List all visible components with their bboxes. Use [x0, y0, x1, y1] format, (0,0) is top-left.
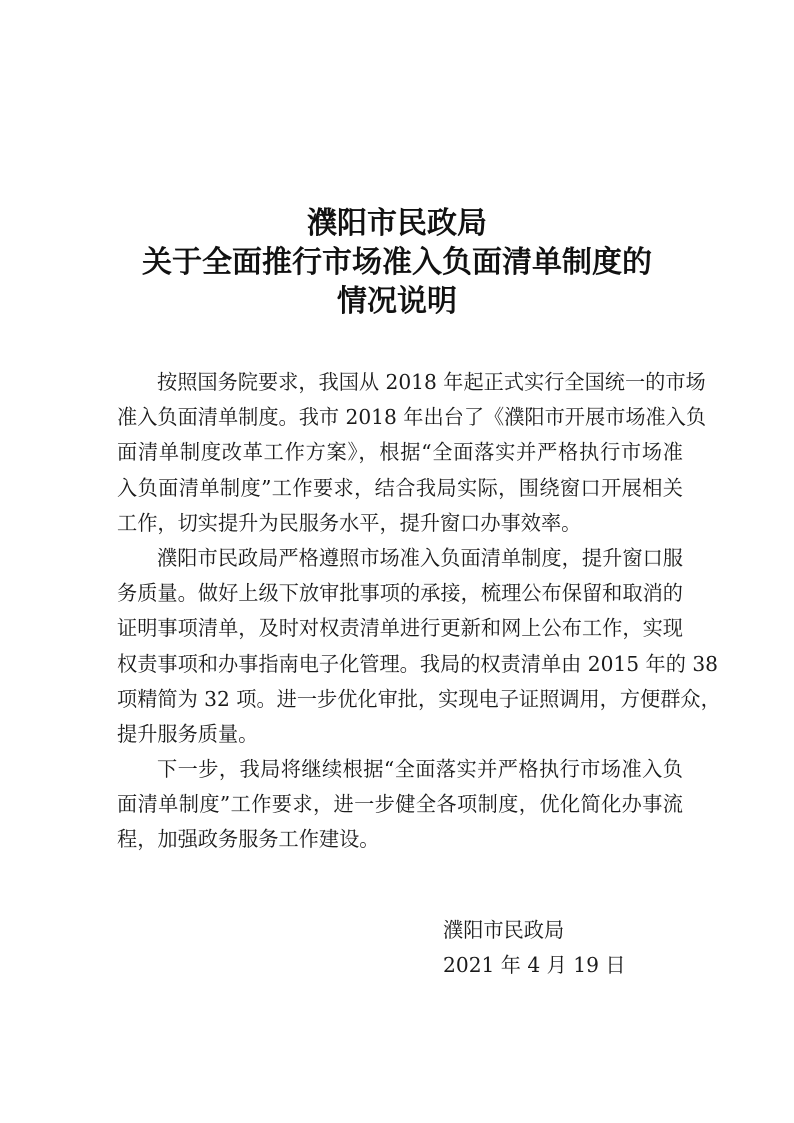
- paragraph-line: 务质量。做好上级下放审批事项的承接，梳理公布保留和取消的: [117, 581, 683, 606]
- paragraph-next-steps: [117, 752, 683, 858]
- document-title: [0, 204, 794, 321]
- paragraph-line: 项精简为 32 项。进一步优化审批，实现电子证照调用，方便群众，: [117, 686, 721, 711]
- document-body: [117, 365, 721, 858]
- paragraph-line: 下一步，我局将继续根据“全面落实并严格执行市场准入负: [157, 757, 683, 782]
- paragraph-line: 准入负面清单制度。我市 2018 年出台了《濮阳市开展市场准入负: [117, 405, 707, 430]
- paragraph-line: 证明事项清单，及时对权责清单进行更新和网上公布工作，实现: [117, 616, 683, 641]
- paragraph-current-work: [117, 541, 721, 752]
- paragraph-line: 濮阳市民政局严格遵照市场准入负面清单制度，提升窗口服: [157, 545, 683, 570]
- paragraph-background: [117, 365, 707, 541]
- signature-date: 2021 年 4 月 19 日: [443, 953, 626, 978]
- paragraph-line: 程，加强政务服务工作建设。: [117, 827, 380, 852]
- title-line-subject: 关于全面推行市场准入负面清单制度的: [142, 245, 652, 280]
- paragraph-line: 入负面清单制度”工作要求，结合我局实际，围绕窗口开展相关: [117, 475, 683, 500]
- paragraph-line: 面清单制度”工作要求，进一步健全各项制度，优化简化办事流: [117, 792, 683, 817]
- title-line-type: 情况说明: [337, 284, 457, 319]
- paragraph-line: 工作，切实提升为民服务水平，提升窗口办事效率。: [117, 510, 582, 535]
- paragraph-line: 权责事项和办事指南电子化管理。我局的权责清单由 2015 年的 38: [117, 651, 719, 676]
- paragraph-line: 提升服务质量。: [117, 721, 259, 746]
- signature-organization: 濮阳市民政局: [443, 918, 565, 942]
- signature-block: [443, 913, 626, 983]
- title-line-organization: 濮阳市民政局: [307, 206, 487, 241]
- paragraph-line: 按照国务院要求，我国从 2018 年起正式实行全国统一的市场: [157, 370, 706, 394]
- paragraph-line: 面清单制度改革工作方案》，根据“全面落实并严格执行市场准: [117, 440, 683, 465]
